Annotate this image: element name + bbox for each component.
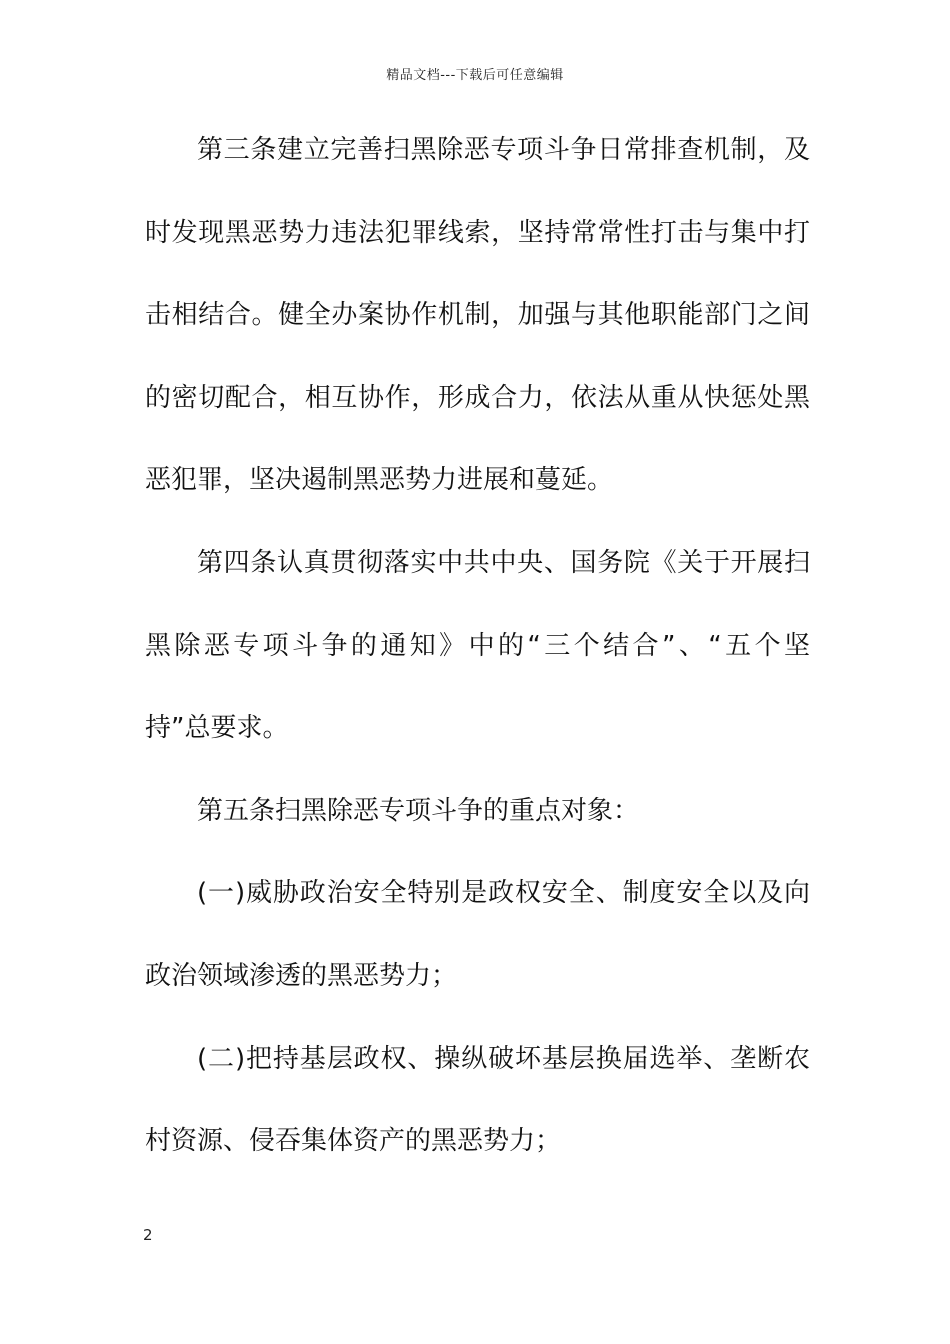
article-4-line-3: 持”总要求。 [145, 713, 289, 744]
article-5-heading: 第五条扫黑除恶专项斗争的重点对象： [197, 795, 640, 826]
article-4-line-1: 第四条认真贯彻落实中共中央、国务院《关于开展扫 [197, 547, 810, 578]
document-body [145, 125, 810, 1199]
article-5-item-1-line-2: 政治领域渗透的黑恶势力； [145, 960, 458, 991]
article-5-item-2-line-1: (二)把持基层政权、操纵破坏基层换届选举、垄断农 [197, 1043, 810, 1074]
page-number: 2 [143, 1226, 153, 1244]
article-5-item-1-line-1: (一)威胁政治安全特别是政权安全、制度安全以及向 [197, 878, 810, 909]
article-3-line-2: 时发现黑恶势力违法犯罪线索，坚持常常性打击与集中打 [145, 217, 810, 248]
article-5-item-2-line-2: 村资源、侵吞集体资产的黑恶势力； [145, 1126, 562, 1157]
article-3-line-1: 第三条建立完善扫黑除恶专项斗争日常排查机制，及 [197, 135, 810, 165]
article-3-line-5: 恶犯罪，坚决遏制黑恶势力进展和蔓延。 [145, 465, 614, 496]
article-3-line-4: 的密切配合，相互协作，形成合力，依法从重从快惩处黑 [145, 382, 810, 413]
article-3-line-3: 击相结合。健全办案协作机制，加强与其他职能部门之间 [145, 300, 810, 331]
article-4-line-2: 黑除恶专项斗争的通知》中的“三个结合”、“五个坚 [145, 630, 810, 661]
page-header: 精品文档---下载后可任意编辑 [386, 68, 564, 83]
